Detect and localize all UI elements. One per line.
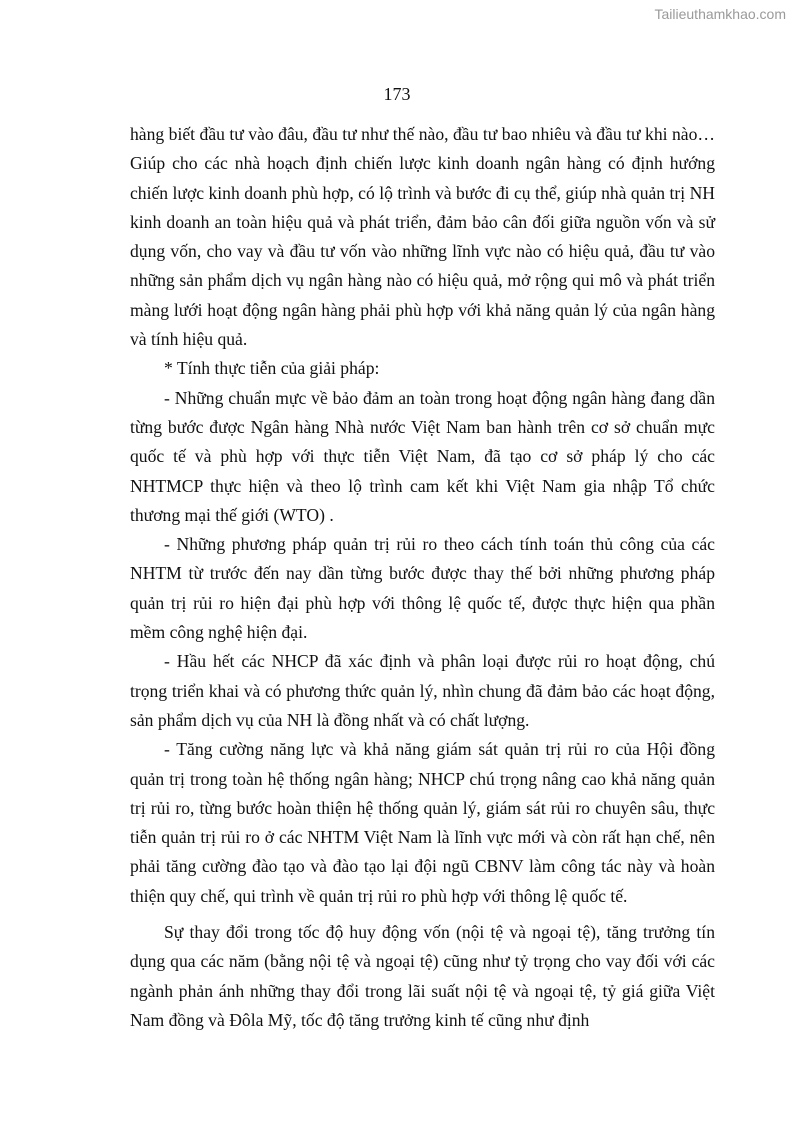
- paragraph-capacity-building: - Tăng cường năng lực và khả năng giám sát quản trị rủi ro của Hội đồng quản trị trong toàn hệ thống ngân hàng; NHCP chú trọng nâng cao khả năng quản trị rủi ro, từng bước hoàn thiện hệ thống quản lý, giám sát rủi ro chuyên sâu, thực tiễn quản trị rủi ro ở các NHTM Việt Nam là lĩnh vực mới và còn rất hạn chế, nên phải tăng cường đào tạo và đào tạo lại đội ngũ CBNV làm công tác này và hoàn thiện quy chế, qui trình về quản trị rủi ro phù hợp với thông lệ quốc tế.: [130, 739, 715, 906]
- paragraph-changes: Sự thay đổi trong tốc độ huy động vốn (nội tệ và ngoại tệ), tăng trưởng tín dụng qua các năm (bằng nội tệ và ngoại tệ) cũng như tỷ trọng cho vay đối với các ngành phản ánh những thay đổi trong lãi suất nội tệ và ngoại tệ, tỷ giá giữa Việt Nam đồng và Đôla Mỹ, tốc độ tăng trưởng kinh tế cũng như định: [130, 922, 715, 1030]
- page-number: 173: [383, 84, 411, 104]
- page-body: [130, 120, 715, 1035]
- paragraph-continuation: hàng biết đầu tư vào đâu, đầu tư như thế nào, đầu tư bao nhiêu và đầu tư khi nào… Giúp cho các nhà hoạch định chiến lược kinh doanh ngân hàng có định hướng chiến lược kinh doanh phù hợp, có lộ trình và bước đi cụ thể, giúp nhà quản trị NH kinh doanh an toàn hiệu quả và phát triển, đảm bảo cân đối giữa nguồn vốn và sử dụng vốn, cho vay và đầu tư vốn vào những lĩnh vực nào có hiệu quả, đầu tư vào những sản phẩm dịch vụ ngân hàng nào có hiệu quả, mở rộng qui mô và phát triển màng lưới hoạt động ngân hàng phải phù hợp với khả năng quản lý của ngân hàng và tính hiệu quả.: [130, 124, 715, 350]
- paragraph-safety-standards: - Những chuẩn mực về bảo đảm an toàn trong hoạt động ngân hàng đang dần từng bước được Ngân hàng Nhà nước Việt Nam ban hành trên cơ sở chuẩn mực quốc tế và phù hợp với thực tiễn Việt Nam, đã tạo cơ sở pháp lý cho các NHTMCP thực hiện và theo lộ trình cam kết khi Việt Nam gia nhập Tổ chức thương mại thế giới (WTO) .: [130, 387, 715, 525]
- paragraph-risk-methods: - Những phương pháp quản trị rủi ro theo cách tính toán thủ công của các NHTM từ trước đến nay dần từng bước được thay thế bởi những phương pháp quản trị rủi ro hiện đại phù hợp với thông lệ quốc tế, được thực hiện qua phần mềm công nghệ hiện đại.: [130, 534, 715, 643]
- site-watermark: Tailieuthamkhao.com: [654, 6, 786, 22]
- paragraph-practicality-heading: * Tính thực tiễn của giải pháp:: [164, 358, 380, 379]
- paragraph-operational-risk: - Hầu hết các NHCP đã xác định và phân loại được rủi ro hoạt động, chú trọng triển khai và có phương thức quản lý, nhìn chung đã đảm bảo các hoạt động, sản phẩm dịch vụ của NH là đồng nhất và có chất lượng.: [130, 651, 715, 730]
